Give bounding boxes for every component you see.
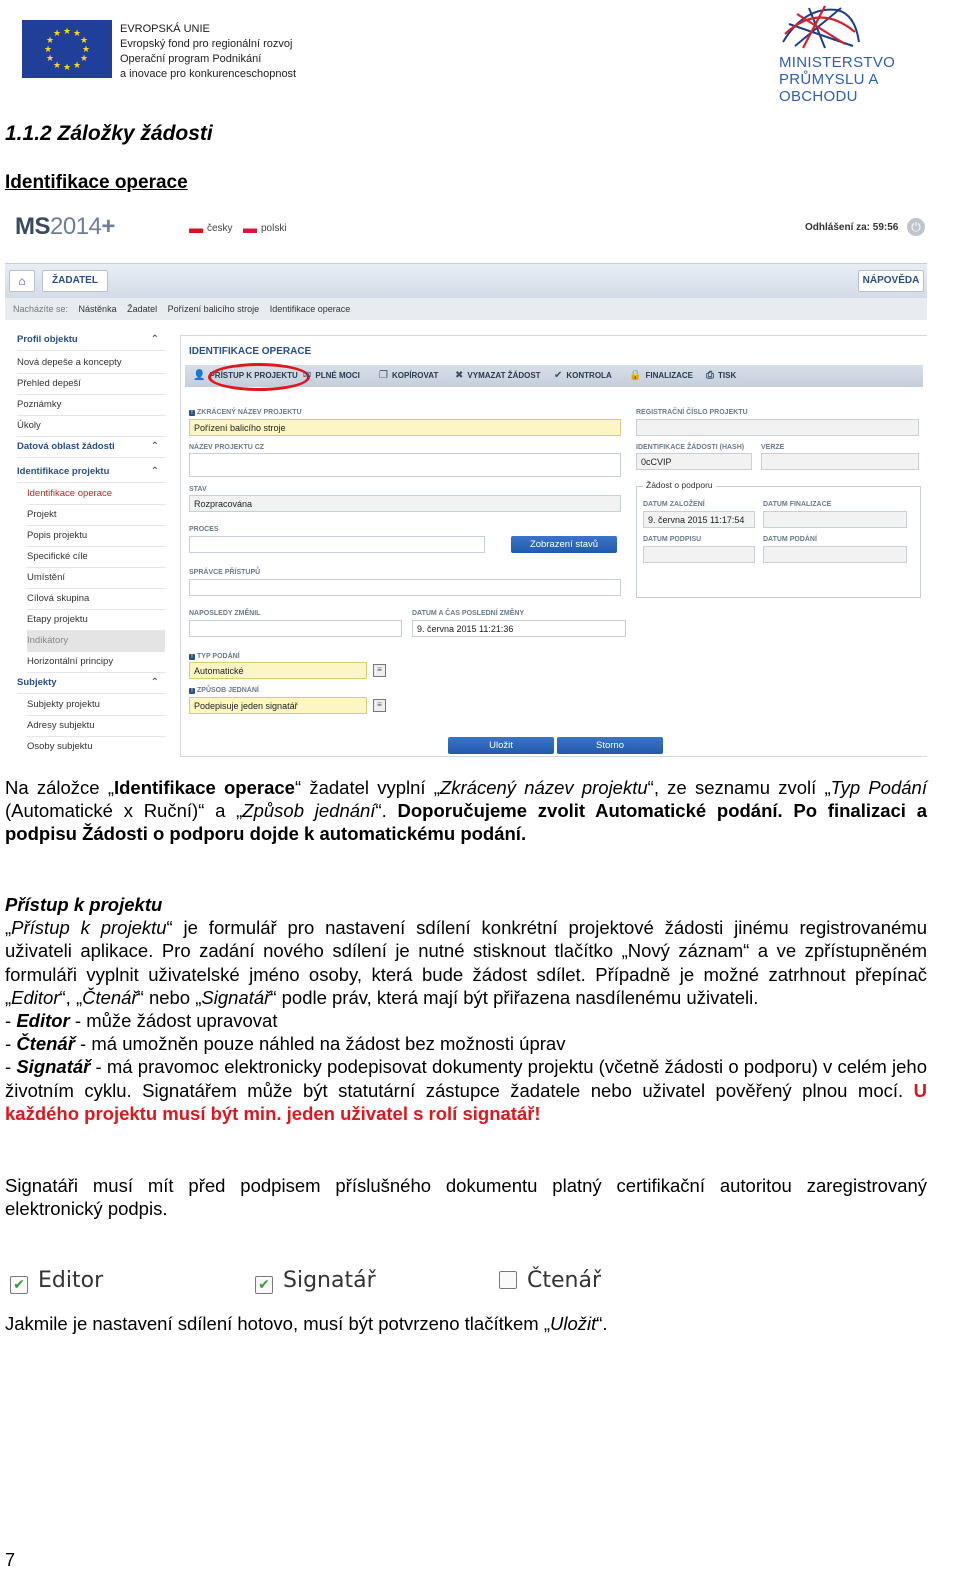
sidebar-item[interactable]: [27, 589, 165, 610]
power-of-attorney-button[interactable]: ✉ PLNÉ MOCI: [303, 370, 360, 381]
reg-number-field: [636, 419, 919, 436]
breadcrumb-item[interactable]: Identifikace operace: [269, 304, 351, 314]
sidebar-item[interactable]: [27, 505, 165, 526]
copy-icon: ❐: [379, 370, 388, 381]
label-version: VERZE: [761, 444, 785, 451]
nav-help-button[interactable]: NÁPOVĚDA: [858, 270, 924, 292]
sidebar-item[interactable]: [17, 416, 165, 437]
sidebar-item-label: Přehled depeší: [17, 378, 81, 389]
sidebar-item-label: Poznámky: [17, 399, 62, 410]
sidebar-item-label: Specifické cíle: [27, 551, 88, 562]
role-signatory: - Signatář - má pravomoc elektronicky podepisovat dokumenty projektu (včetně žádosti o podporu) v celém jeho životním cyklu. Signatářem může být statutární zástupce žadatele nebo uživatel pověřený plnou mocí. U každého projektu musí být min. jeden uživatel s rolí signatář!: [5, 1056, 927, 1124]
sidebar-item[interactable]: [27, 568, 165, 589]
toolbar: [185, 365, 923, 387]
chevron-up-icon[interactable]: ⌃: [150, 441, 159, 452]
main-panel: [180, 335, 927, 757]
hash-id-field: 0cCVIP: [636, 453, 752, 470]
finalize-button[interactable]: 🔒 FINALIZACE: [629, 370, 694, 381]
sidebar-item-label: Etapy projektu: [27, 614, 88, 625]
breadcrumb-label: Nacházíte se:: [13, 304, 69, 314]
svg-text:★: ★: [62, 63, 72, 73]
sidebar-item[interactable]: [27, 547, 165, 568]
label-access-admin: SPRÁVCE PŘÍSTUPŮ: [189, 569, 261, 576]
sidebar-item-label: Úkoly: [17, 420, 41, 431]
user-icon: 👤: [193, 370, 206, 381]
chevron-up-icon[interactable]: ⌃: [150, 334, 159, 345]
sidebar-item-label: Subjekty projektu: [27, 699, 100, 710]
highlight-circle: [208, 363, 310, 391]
eu-stars-icon: [22, 20, 112, 78]
submission-type-select[interactable]: Automatické: [189, 662, 367, 679]
svg-text:★: ★: [79, 36, 89, 46]
ms2014-logo: MS2014+: [15, 213, 115, 240]
checkbox-reader[interactable]: Čtenář: [499, 1266, 601, 1296]
checkbox-checked-icon: ✔: [255, 1276, 273, 1294]
svg-text:★: ★: [43, 45, 53, 55]
sub-heading: Identifikace operace: [5, 172, 188, 193]
date-created-field: 9. června 2015 11:17:54: [643, 511, 755, 528]
paragraph-signature: Signatáři musí mít před podpisem příslušného dokumentu platný certifikační autoritou zaregistrovaný elektronický podpis.: [5, 1175, 927, 1220]
paragraph-intro: Na záložce „Identifikace operace“ žadatel vyplní „Zkrácený název projektu“, ze seznamu zvolí „Typ Podání (Automatické x Ruční)“ a „Způsob jednání“. Doporučujeme zvolit Automatické podání. Po finalizaci a podpisu Žádosti o podporu dojde k automatickému podání.: [5, 777, 927, 845]
list-icon[interactable]: ≡: [373, 699, 386, 712]
label-date-created: DATUM ZALOŽENÍ: [643, 501, 705, 508]
envelope-icon: ✉: [303, 370, 312, 381]
sidebar-item-label: Nová depeše a koncepty: [17, 357, 122, 368]
sidebar-item[interactable]: [27, 737, 165, 757]
sidebar-item[interactable]: [17, 462, 165, 483]
app-screenshot: [5, 205, 927, 757]
save-button[interactable]: Uložit: [448, 737, 554, 754]
breadcrumb-item[interactable]: Pořízení balicího stroje: [167, 304, 260, 314]
nav-zadatel-button[interactable]: ŽADATEL: [42, 270, 108, 292]
procedure-select[interactable]: Podepisuje jeden signatář: [189, 697, 367, 714]
svg-text:★: ★: [52, 61, 62, 71]
check-icon: ✔: [554, 370, 563, 381]
section-heading: 1.1.2 Záložky žádosti: [5, 122, 213, 145]
svg-text:★: ★: [79, 54, 89, 64]
mpo-logo-text: MINISTERSTVO PRŮMYSLU A OBCHODU: [779, 54, 896, 105]
application-group: [636, 480, 921, 598]
sidebar-item[interactable]: [27, 631, 165, 652]
sidebar-item-label: Popis projektu: [27, 530, 88, 541]
sidebar-item-label: Subjekty: [17, 677, 57, 688]
date-signed-field: [643, 546, 755, 563]
svg-text:★: ★: [45, 54, 55, 64]
svg-text:★: ★: [45, 36, 55, 46]
eu-logo-text: EVROPSKÁ UNIE Evropský fond pro regionální rozvoj Operační program Podnikání a inovace pro konkurenceschopnost: [120, 23, 297, 80]
label-date-final: DATUM FINALIZACE: [763, 501, 832, 508]
group-title: Žádost o podporu: [643, 480, 716, 490]
svg-text:★: ★: [72, 29, 82, 39]
chevron-up-icon[interactable]: ⌃: [150, 466, 159, 477]
label-date-signed: DATUM PODPISU: [643, 536, 702, 543]
label-last-change-date: DATUM A ČAS POSLEDNÍ ZMĚNY: [412, 610, 525, 617]
show-states-button[interactable]: Zobrazení stavů: [511, 536, 617, 553]
sidebar-item-label: Datová oblast žádosti: [17, 441, 115, 452]
sidebar-item-label: Identifikace operace: [27, 488, 113, 499]
role-reader: - Čtenář - má umožněn pouze náhled na žádost bez možnosti úprav: [5, 1033, 566, 1055]
access-admin-field: [189, 579, 621, 596]
app-navbar: [5, 263, 927, 298]
sidebar-item[interactable]: [17, 437, 165, 458]
sidebar-item[interactable]: [17, 374, 165, 395]
czech-flag-icon: [189, 224, 203, 233]
print-button[interactable]: ⎙ TISK: [706, 370, 737, 381]
label-last-changed: NAPOSLEDY ZMĚNIL: [189, 610, 261, 617]
sidebar-item[interactable]: [27, 652, 165, 673]
cancel-button[interactable]: Storno: [557, 737, 663, 754]
sidebar-item-label: Profil objektu: [17, 334, 78, 345]
sidebar-item-label: Horizontální principy: [27, 656, 114, 667]
sidebar-item[interactable]: [27, 695, 165, 716]
sidebar-item[interactable]: [27, 526, 165, 547]
sidebar-item-label: Projekt: [27, 509, 57, 520]
label-submission-type: ! TYP PODÁNÍ: [189, 653, 240, 660]
process-field: [189, 536, 485, 553]
paragraph-access: Přístup k projektu „Přístup k projektu“ je formulář pro nastavení sdílení konkrétní projektové žádosti jinému registrovanému uživateli aplikace. Pro zadání nového sdílení je nutné stisknout tlačítko „Nový záznam“ a ve zpřístupněném formuláři vyplnit uživatelské jméno osoby, která bude žádost sdílet. Případně je možné zatrhnout přepínač „Editor“, „Čtenář“ nebo „Signatář“ podle práv, která mají být přiřazena nasdílenému uživateli. - Editor - může žádost upravovat - Čtenář - má umožněn pouze náhled na žádost bez možnosti úprav - Signatář - má pravomoc elektronicky podepisovat dokumenty projektu (včetně žádosti o podporu) v celém jeho životním cyklu. Signatářem může být statutární zástupce žadatele nebo uživatel pověřený plnou mocí. U každého projektu musí být min. jeden uživatel s rolí signatář!: [5, 894, 927, 1124]
date-final-field: [763, 511, 907, 528]
label-process: PROCES: [189, 526, 219, 533]
sidebar-item[interactable]: [27, 716, 165, 737]
print-icon: ⎙: [706, 370, 714, 381]
breadcrumb-item[interactable]: Nástěnka: [78, 304, 117, 314]
svg-text:★: ★: [81, 45, 91, 55]
eu-flag-logo: [22, 20, 112, 78]
version-field: [761, 453, 919, 470]
checkbox-signatory[interactable]: ✔ Signatář: [255, 1266, 376, 1296]
sidebar-item[interactable]: [17, 395, 165, 416]
sidebar-item[interactable]: [27, 610, 165, 631]
power-icon[interactable]: ⏻: [907, 218, 925, 236]
label-procedure: ! ZPŮSOB JEDNÁNÍ: [189, 687, 259, 694]
breadcrumb-item[interactable]: Žadatel: [127, 304, 158, 314]
status-field: Rozpracována: [189, 495, 621, 512]
sidebar-item-label: Osoby subjektu: [27, 741, 93, 752]
sidebar-item-label: Indikátory: [27, 635, 69, 646]
panel-title: IDENTIFIKACE OPERACE: [189, 346, 312, 357]
list-icon[interactable]: ≡: [373, 664, 386, 677]
sidebar-item-label: Cílová skupina: [27, 593, 90, 604]
sidebar-item-label: Identifikace projektu: [17, 466, 110, 477]
access-project-button[interactable]: 👤 PŘÍSTUP K PROJEKTU: [193, 370, 298, 381]
delete-application-button[interactable]: ✖ VYMAZAT ŽÁDOST: [455, 370, 541, 381]
lang-polish-link[interactable]: polski: [243, 223, 287, 234]
sidebar-item-label: Adresy subjektu: [27, 720, 95, 731]
checkbox-unchecked-icon: [499, 1271, 517, 1289]
label-status: STAV: [189, 486, 207, 493]
label-reg-number: REGISTRAČNÍ ČÍSLO PROJEKTU: [636, 409, 748, 416]
paragraph-save: Jakmile je nastavení sdílení hotovo, musí být potvrzeno tlačítkem „Uložit“.: [5, 1313, 608, 1334]
lang-czech-link[interactable]: česky: [189, 223, 233, 234]
label-hash-id: IDENTIFIKACE ŽÁDOSTI (HASH): [636, 444, 745, 451]
label-date-submitted: DATUM PODÁNÍ: [763, 536, 817, 543]
sidebar-item[interactable]: [17, 330, 165, 351]
delete-icon: ✖: [455, 370, 464, 381]
svg-text:★: ★: [52, 29, 62, 39]
date-submitted-field: [763, 546, 907, 563]
check-button[interactable]: ✔ KONTROLA: [554, 370, 612, 381]
last-changed-field: [189, 620, 402, 637]
home-icon[interactable]: ⌂: [9, 270, 35, 292]
polish-flag-icon: [243, 224, 257, 233]
access-title: Přístup k projektu: [5, 894, 163, 915]
label-short-name: ! ZKRÁCENÝ NÁZEV PROJEKTU: [189, 409, 302, 416]
checkbox-checked-icon: ✔: [10, 1276, 28, 1294]
checkbox-editor[interactable]: ✔ Editor: [10, 1266, 103, 1296]
name-cz-input[interactable]: [189, 453, 621, 477]
label-name-cz: NÁZEV PROJEKTU CZ: [189, 444, 265, 451]
copy-button[interactable]: ❐ KOPÍROVAT: [379, 370, 439, 381]
app-topbar: [5, 205, 927, 263]
svg-text:★: ★: [62, 27, 72, 37]
last-change-date-field: 9. června 2015 11:21:36: [412, 620, 626, 637]
chevron-up-icon[interactable]: ⌃: [150, 677, 159, 688]
sidebar-item[interactable]: [17, 673, 165, 694]
sidebar: [5, 330, 167, 757]
svg-text:★: ★: [72, 61, 82, 71]
role-editor: - Editor - může žádost upravovat: [5, 1010, 278, 1032]
breadcrumb: [5, 298, 927, 320]
sidebar-item-label: Umístění: [27, 572, 66, 583]
sidebar-item[interactable]: [27, 484, 165, 505]
short-name-input[interactable]: Pořízení balicího stroje: [189, 419, 621, 436]
lock-icon: 🔒: [629, 370, 642, 381]
page-number: 7: [5, 1550, 16, 1570]
sidebar-item[interactable]: [17, 353, 165, 374]
logout-timer[interactable]: Odhlášení za: 59:56: [805, 222, 899, 233]
